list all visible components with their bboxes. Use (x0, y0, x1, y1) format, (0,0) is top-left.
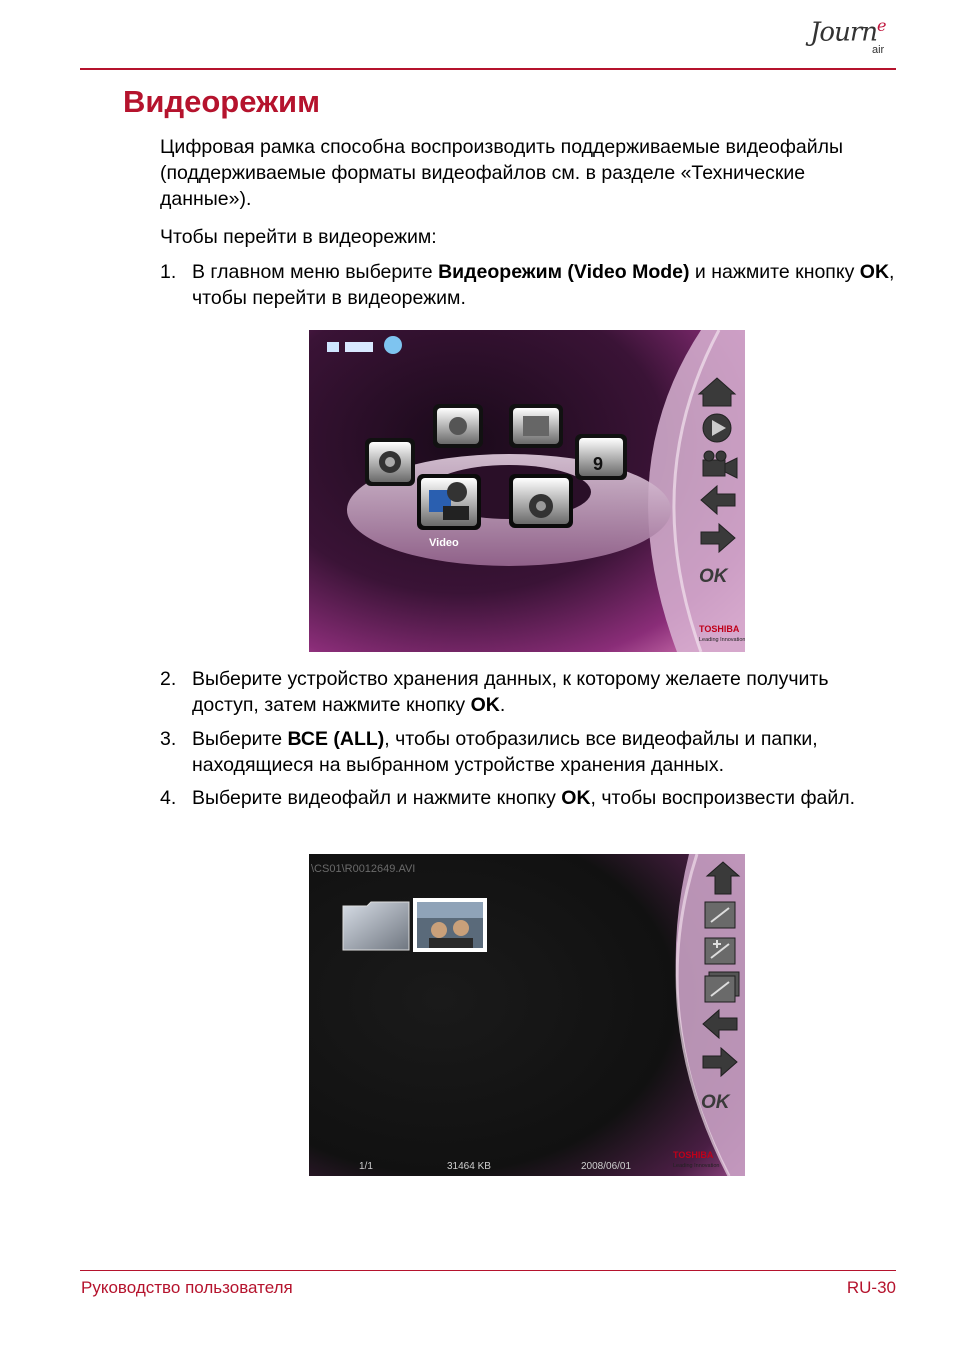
file-path: \CS01\R0012649.AVI (311, 863, 416, 875)
folder-icon[interactable] (343, 902, 409, 950)
step-number: 2. (160, 668, 177, 690)
slideshow-icon[interactable] (509, 474, 573, 528)
page-number: RU-30 (846, 1278, 896, 1297)
settings-icon[interactable] (433, 404, 483, 448)
journe-air-logo (806, 14, 896, 64)
video-thumbnail[interactable] (413, 898, 487, 952)
file-date: 2008/06/01 (581, 1161, 632, 1172)
file-browser-screenshot (309, 854, 745, 1176)
ok-icon[interactable]: OK (701, 1092, 730, 1113)
brand-tagline: Leading Innovation (673, 1163, 720, 1169)
header-rule (80, 68, 896, 70)
step-text: Выберите ВСЕ (ALL), чтобы отобразились все видеофайлы и папки, находящиеся на выбранном устройстве хранения данных. (192, 728, 818, 776)
photo-icon[interactable] (509, 404, 563, 448)
main-menu-screenshot (309, 330, 745, 652)
intro-lead: Чтобы перейти в видеорежим: (160, 226, 437, 248)
step-text: Выберите устройство хранения данных, к которому желаете получить доступ, затем нажмите кнопку OK. (192, 668, 829, 716)
step-number: 4. (160, 787, 177, 809)
step-1 (160, 259, 900, 311)
footer-manual-title: Руководство пользователя (81, 1278, 293, 1297)
music-icon[interactable] (365, 438, 415, 486)
step-text: В главном меню выберите Видеорежим (Video Mode) и нажмите кнопку OK, чтобы перейти в видеорежим. (192, 261, 895, 309)
page-title: Видеорежим (123, 84, 321, 119)
add-icon[interactable] (705, 938, 735, 964)
logo-script: Journ$^e$ (810, 16, 886, 48)
page-indicator: 1/1 (359, 1161, 373, 1172)
brand-logo: TOSHIBA (673, 1150, 714, 1160)
step-2 (160, 666, 900, 718)
brand-logo: TOSHIBA (699, 624, 740, 634)
svg-text:9: 9 (593, 454, 604, 474)
intro-paragraph: Цифровая рамка способна воспроизводить поддерживаемые видеофайлы (поддерживаемые форматы видеофайлов см. в разделе «Технические данные»). (160, 136, 844, 210)
file-size: 31464 KB (447, 1161, 491, 1172)
step-text: Выберите видеофайл и нажмите кнопку OK, чтобы воспроизвести файл. (192, 787, 856, 809)
video-icon[interactable] (417, 474, 481, 530)
play-icon[interactable] (703, 414, 731, 442)
logo-sub: air (872, 44, 885, 56)
footer-rule (80, 1270, 896, 1271)
brand-tagline: Leading Innovation (699, 637, 745, 643)
step-number: 1. (160, 261, 177, 283)
ok-icon[interactable]: OK (699, 566, 728, 587)
step-4 (160, 785, 900, 811)
step-number: 3. (160, 728, 177, 750)
select-icon[interactable] (705, 902, 735, 928)
step-3 (160, 726, 900, 778)
calendar-icon[interactable] (575, 434, 627, 480)
add-all-icon[interactable] (705, 972, 739, 1002)
selected-mode-label: Video (429, 537, 459, 549)
